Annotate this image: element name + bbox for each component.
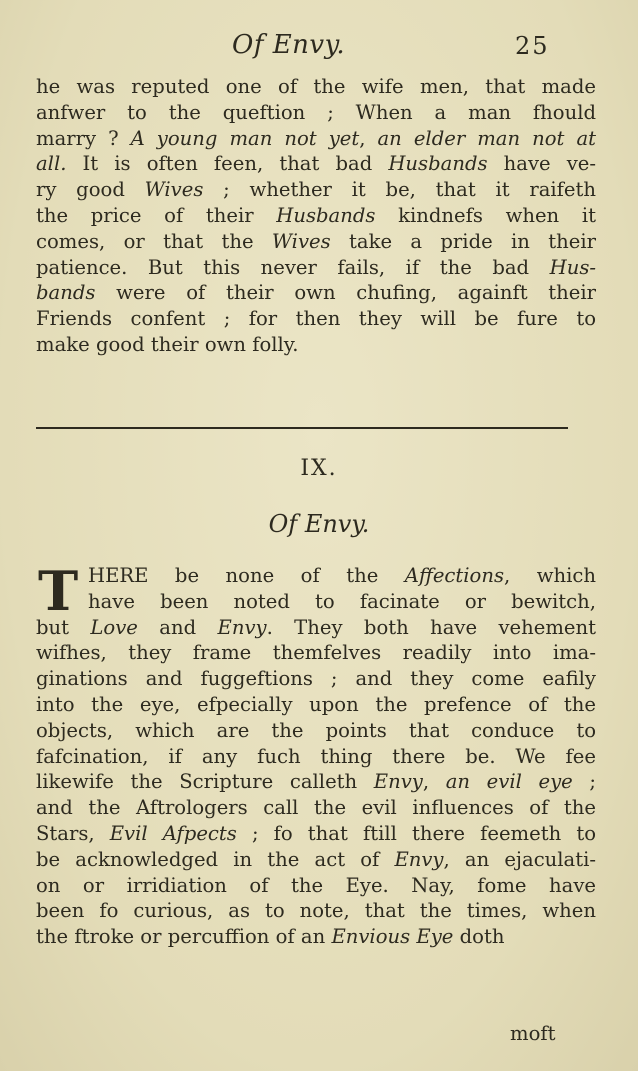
text-line <box>36 332 596 358</box>
italic-text: bands <box>36 281 96 305</box>
text-run: anfwer to the queftion ; When a man fhould <box>36 100 596 124</box>
text-line <box>36 718 596 744</box>
text-run: HERE be none of the <box>88 564 405 587</box>
italic-text: Love <box>90 615 138 639</box>
text-run: ; <box>572 770 596 794</box>
text-run: have ve- <box>487 152 596 176</box>
text-line <box>36 615 596 641</box>
italic-text: Husbands <box>276 203 376 227</box>
text-run: , an ejaculati- <box>443 847 596 871</box>
text-run: fafcination, if any fuch thing there be. We fee <box>36 744 596 768</box>
text-line <box>36 280 596 306</box>
section-title: Of Envy. <box>268 510 370 538</box>
running-head <box>0 30 638 70</box>
text-run: patience. But this never fails, if the bad <box>36 255 550 279</box>
italic-text: A young man not yet <box>130 126 360 150</box>
text-run: the price of their <box>36 203 277 227</box>
text-run: It is often feen, that bad <box>66 152 389 176</box>
drop-cap: T <box>38 559 79 623</box>
text-line <box>36 873 596 899</box>
text-line <box>36 640 596 666</box>
text-run: , <box>359 126 378 150</box>
catchword: moft <box>510 1022 556 1045</box>
text-line <box>36 151 596 177</box>
italic-text: Envy <box>217 615 267 639</box>
text-line <box>36 229 596 255</box>
text-run: , <box>422 770 446 794</box>
italic-text: Wives <box>144 178 204 202</box>
text-run: ginations and fuggeftions ; and they come eafily <box>36 667 596 691</box>
running-title: Of Envy. <box>232 30 346 60</box>
text-run: comes, or that the <box>36 229 272 253</box>
text-run: wifhes, they frame themfelves readily into ima- <box>36 641 596 665</box>
text-line <box>36 666 596 692</box>
text-run: have been noted to facinate or bewitch, <box>88 589 596 613</box>
text-run: kindnefs when it <box>375 203 596 227</box>
text-line <box>36 177 596 203</box>
text-run: objects, which are the points that conduce to <box>36 718 596 742</box>
text-run: ; fo that ftill there feemeth to <box>236 821 596 845</box>
text-line <box>36 126 596 152</box>
text-line <box>36 692 596 718</box>
section-divider-rule <box>36 427 568 429</box>
text-line <box>36 74 596 100</box>
text-line <box>36 847 596 873</box>
italic-text: Envy <box>394 847 444 871</box>
text-run: and <box>137 615 218 639</box>
text-line <box>36 898 596 924</box>
text-run: ; whether it be, that it raifeth <box>203 178 596 202</box>
page-number: 25 <box>515 32 550 60</box>
text-line <box>36 589 596 615</box>
text-line <box>36 255 596 281</box>
text-line <box>36 203 596 229</box>
text-run: been fo curious, as to note, that the times, when <box>36 899 596 923</box>
text-run: into the eye, efpecially upon the prefence of the <box>36 692 596 716</box>
text-run: take a pride in their <box>330 229 596 253</box>
text-run: Friends confent ; for then they will be fure to <box>36 307 596 331</box>
text-run: , which <box>504 564 596 587</box>
italic-text: an evil eye <box>445 770 573 794</box>
text-run: . They both have vehement <box>266 615 597 639</box>
text-run: he was reputed one of the wife men, that made <box>36 75 596 98</box>
text-line <box>36 795 596 821</box>
text-run: Stars, <box>36 821 110 845</box>
text-run: marry ? <box>36 126 131 150</box>
text-line <box>36 821 596 847</box>
text-run: on or irridiation of the Eye. Nay, fome have <box>36 873 596 897</box>
text-run: the ftroke or percuffion of an <box>36 925 332 949</box>
text-line <box>36 744 596 770</box>
italic-text: an elder man not at <box>377 126 596 150</box>
text-run: were of their own chufing, againft their <box>95 281 596 305</box>
essay-body <box>36 559 597 950</box>
text-line <box>36 563 596 589</box>
text-line <box>36 769 596 795</box>
text-run: ry good <box>36 178 145 202</box>
italic-text: Envy <box>373 770 423 794</box>
text-line <box>36 924 596 950</box>
text-run: doth <box>453 925 505 949</box>
italic-text: Envious Eye <box>331 925 454 949</box>
paragraph-continuation <box>36 74 596 358</box>
text-run: and the Aftrologers call the evil influences of the <box>36 796 596 820</box>
italic-text: Evil Afpects <box>109 821 237 845</box>
italic-text: Hus- <box>549 255 596 279</box>
text-line <box>36 100 596 126</box>
section-number: IX. <box>300 456 338 481</box>
italic-text: all. <box>36 152 67 176</box>
italic-text: Affections <box>404 564 505 587</box>
text-line <box>36 306 596 332</box>
italic-text: Husbands <box>388 152 488 176</box>
italic-text: Wives <box>271 229 331 253</box>
text-run: make good their own folly. <box>36 332 299 356</box>
text-run: be acknowledged in the act of <box>36 847 395 871</box>
text-run: likewife the Scripture calleth <box>36 770 374 794</box>
text-run: but <box>36 615 91 639</box>
